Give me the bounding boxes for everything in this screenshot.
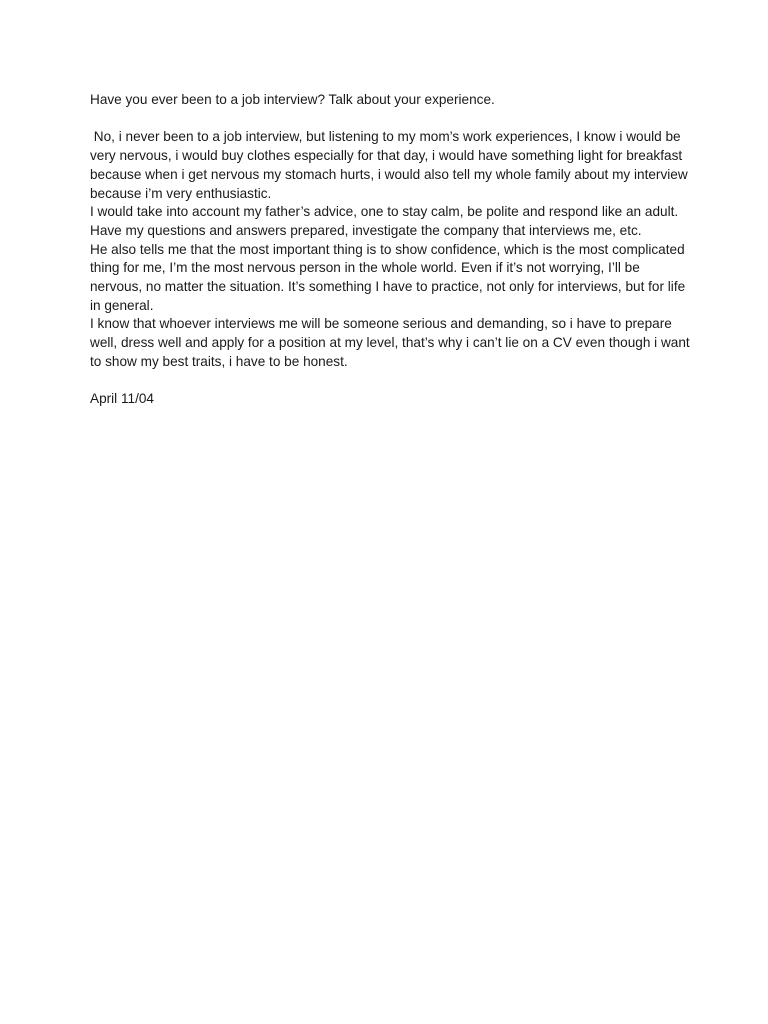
answer-paragraph-1: No, i never been to a job interview, but listening to my mom’s work experiences, I know i would be very nervous, i would buy clothes especially for that day, i would have something light for breakfast because when i get nervous my stomach hurts, i would also tell my whole family about my interview because i’m very enthusiastic.: [90, 129, 692, 201]
answer-text: [90, 128, 690, 371]
document-body: [90, 91, 690, 409]
answer-paragraph-4: I know that whoever interviews me will be someone serious and demanding, so i have to prepare well, dress well and apply for a position at my level, that’s why i can’t lie on a CV even though i want to show my best traits, i have to be honest.: [90, 316, 690, 369]
date-line: April 11/04: [90, 391, 154, 407]
question-heading: Have you ever been to a job interview? Talk about your experience.: [90, 92, 495, 107]
answer-paragraph-2: I would take into account my father’s advice, one to stay calm, be polite and respond like an adult. Have my questions and answers prepared, investigate the company that interviews me, etc.: [90, 204, 679, 238]
answer-paragraph-3: He also tells me that the most important thing is to show confidence, which is the most complicated thing for me, I’m the most nervous person in the whole world. Even if it’s not worrying, I’ll be nervous, no matter the situation. It’s something I have to practice, not only for interviews, but for life in general.: [90, 241, 686, 313]
